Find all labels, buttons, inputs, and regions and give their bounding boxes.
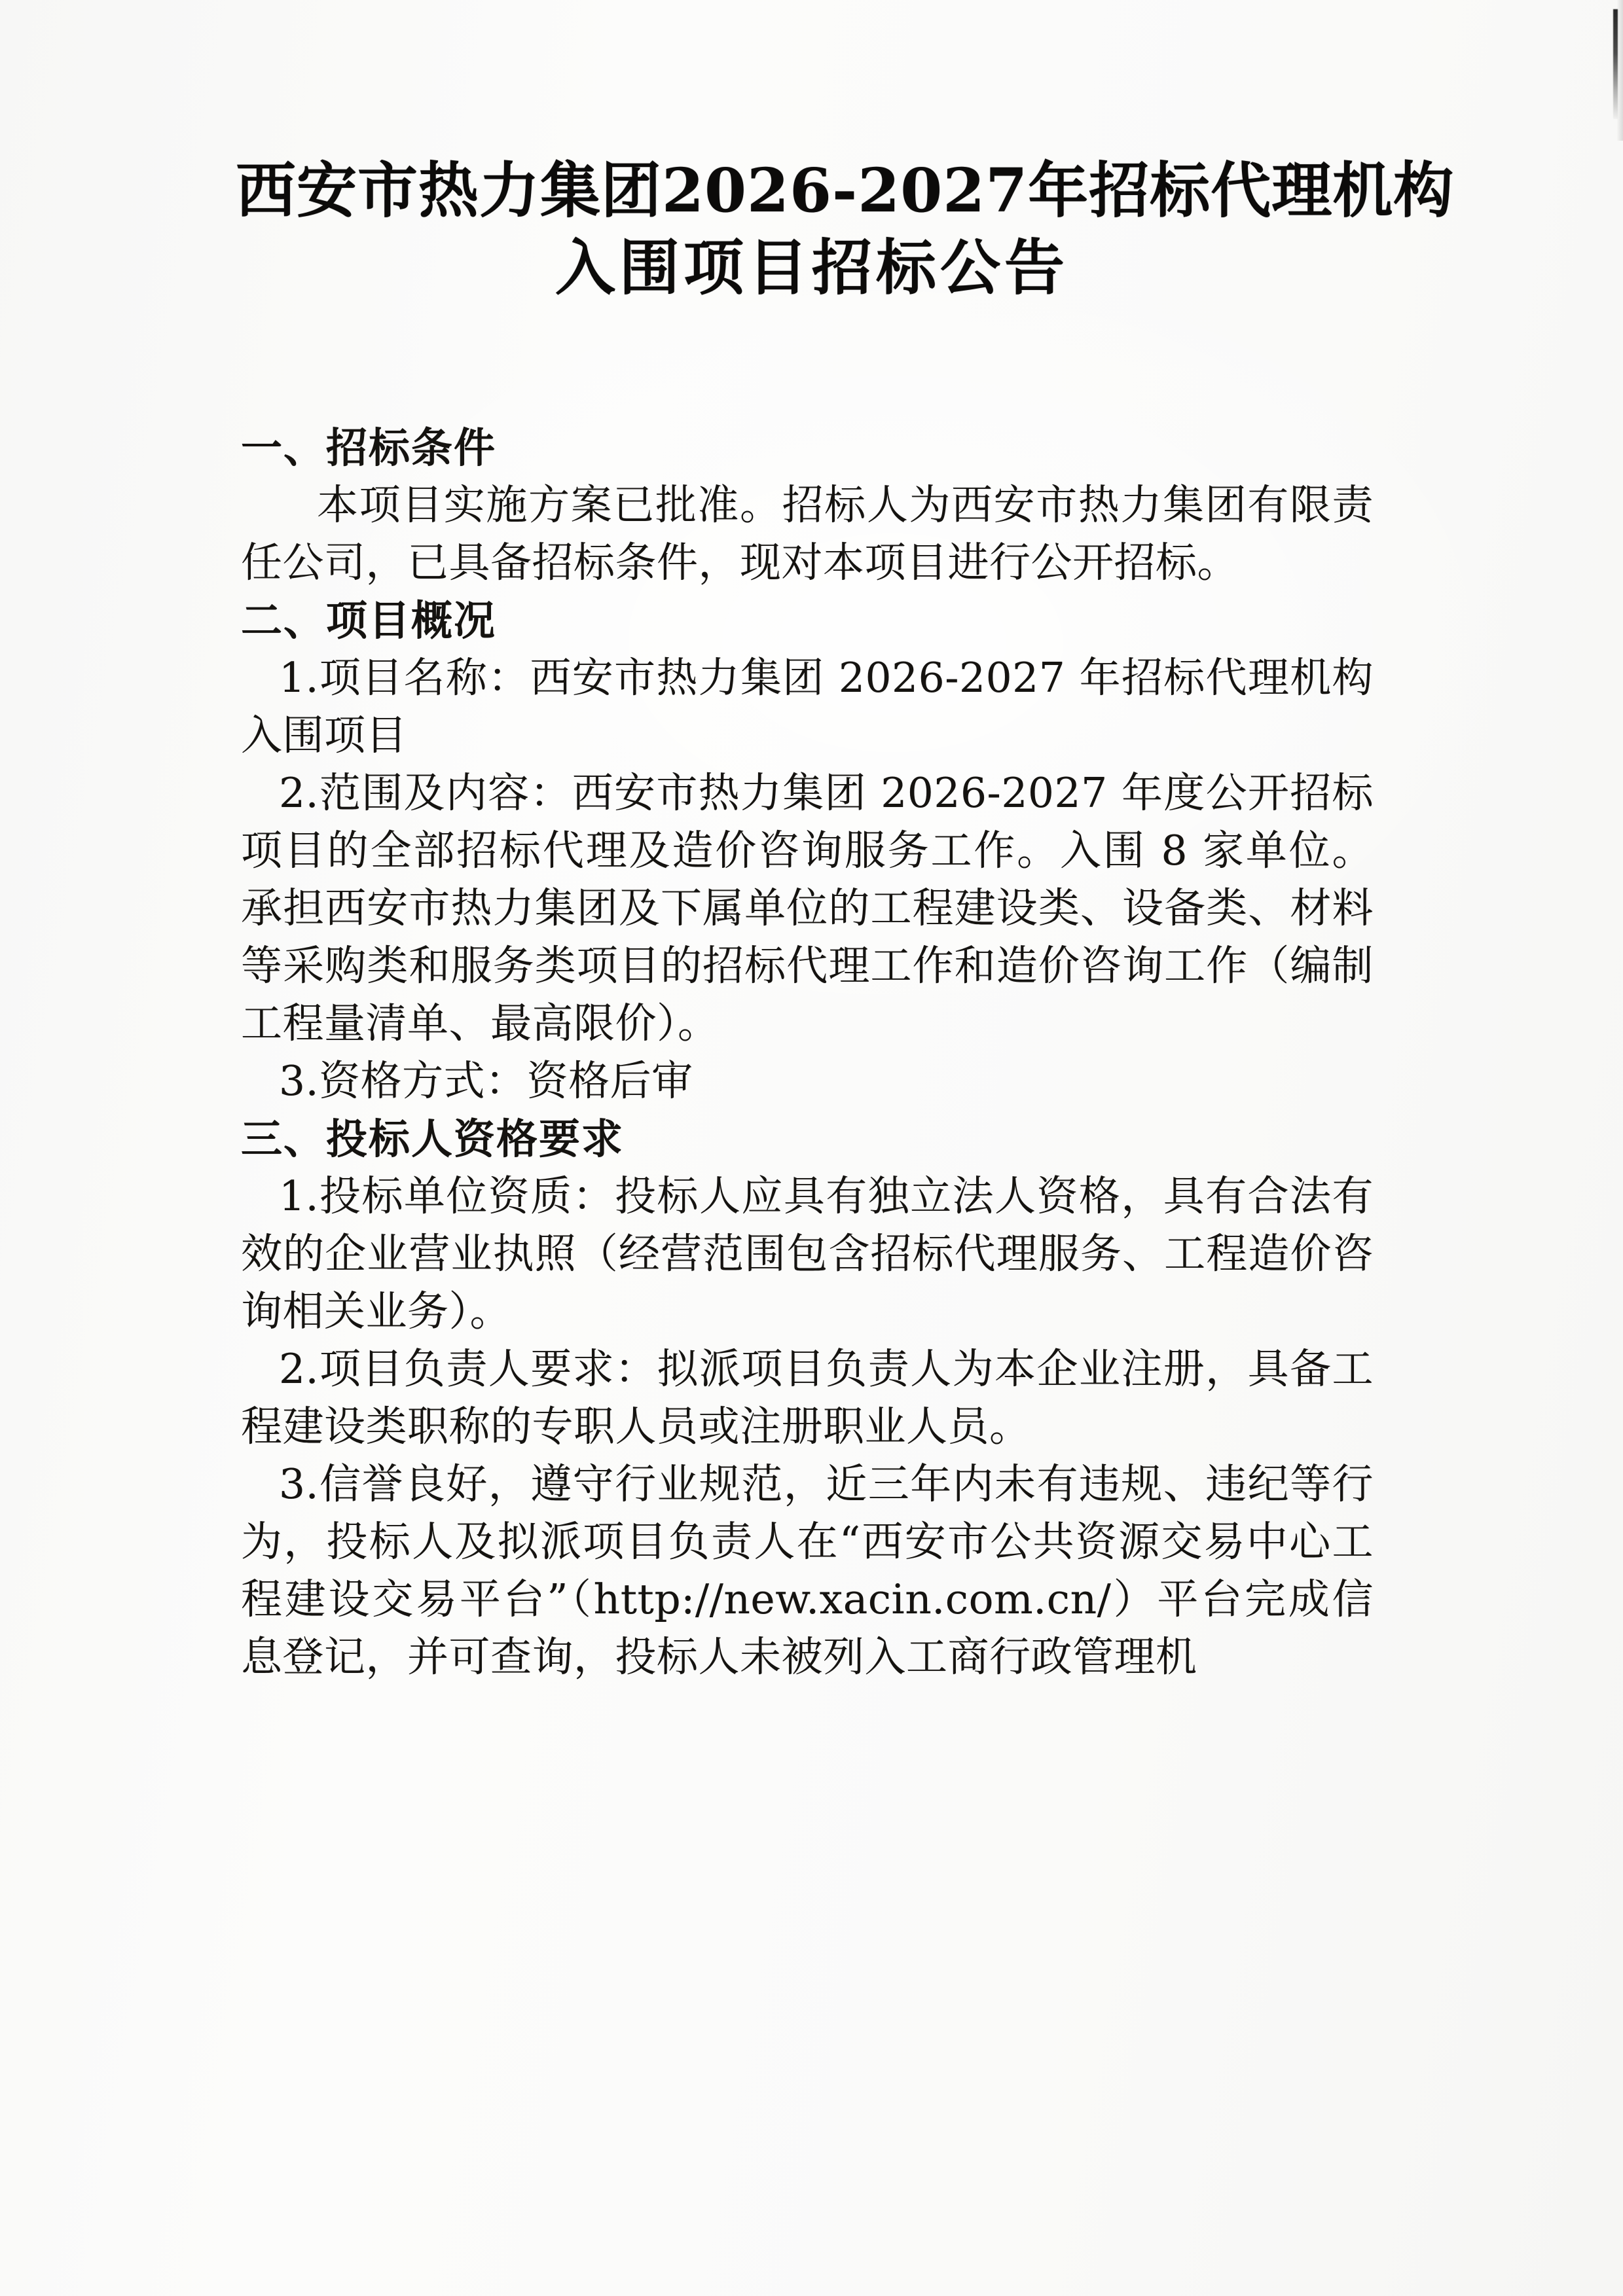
scan-edge-artifact: [1613, 9, 1618, 119]
section-3-item-1: 1.投标单位资质：投标人应具有独立法人资格，具有合法有效的企业营业执照（经营范围包含招标代理服务、工程造价咨询相关业务）。: [241, 1172, 1374, 1335]
page-title: [236, 152, 1455, 306]
section-1-paragraph-1: 本项目实施方案已批准。招标人为西安市热力集团有限责任公司，已具备招标条件，现对本项目进行公开招标。: [241, 481, 1374, 586]
document-body: [241, 419, 1374, 1686]
section-2-item-2: 2.范围及内容：西安市热力集团 2026-2027 年度公开招标项目的全部招标代理及造价咨询服务工作。入围 8 家单位。承担西安市热力集团及下属单位的工程建设类、设备类、材料等采购类和服务类项目的招标代理工作和造价咨询工作（编制工程量清单、最高限价）。: [241, 769, 1374, 1047]
title-line-1: 西安市热力集团2026-2027年招标代理机构: [236, 155, 1455, 226]
section-heading-3: 三、投标人资格要求: [241, 1115, 624, 1163]
section-3-item-3: 3.信誉良好，遵守行业规范，近三年内未有违规、违纪等行为，投标人及拟派项目负责人在“西安市公共资源交易中心工程建设交易平台”（http://new.xacin.com.cn/）平台完成信息登记，并可查询，投标人未被列入工商行政管理机: [241, 1460, 1374, 1681]
section-3-item-2: 2.项目负责人要求：拟派项目负责人为本企业注册，具备工程建设类职称的专职人员或注册职业人员。: [241, 1345, 1374, 1450]
title-line-2: 入围项目招标公告: [555, 232, 1068, 303]
section-heading-2: 二、项目概况: [241, 596, 496, 645]
section-heading-1: 一、招标条件: [241, 423, 496, 472]
section-2-item-3: 3.资格方式：资格后审: [279, 1057, 693, 1105]
section-2-item-1: 1.项目名称：西安市热力集团 2026-2027 年招标代理机构入围项目: [241, 654, 1374, 759]
